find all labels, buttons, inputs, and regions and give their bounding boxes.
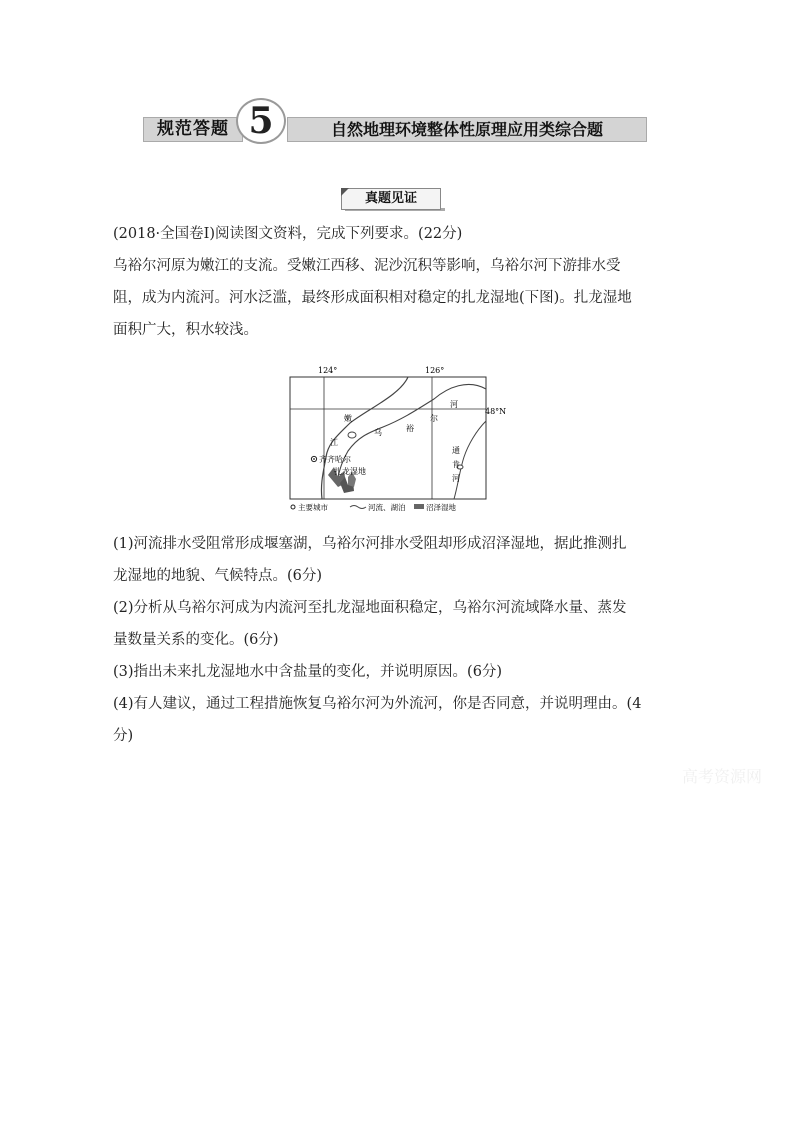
river-label: 裕 [406, 424, 414, 433]
wetland-label: 扎龙湿地 [334, 467, 366, 476]
question-1-line: (1)河流排水受阻常形成堰塞湖，乌裕尔河排水受阻却形成沼泽湿地，据此推测扎 [113, 536, 627, 552]
question-source: (2018·全国卷Ⅰ)阅读图文资料，完成下列要求。(22分) [113, 226, 463, 242]
river-label: 乌 [374, 428, 382, 437]
river-label: 嫩 [344, 414, 352, 423]
city-label: 齐齐哈尔 [319, 455, 351, 464]
banner-number-badge [236, 98, 286, 144]
question-2-line: (2)分析从乌裕尔河成为内流河至扎龙湿地面积稳定，乌裕尔河流域降水量、蒸发 [113, 600, 627, 616]
banner-number: 5 [248, 100, 274, 142]
section-tag [341, 188, 447, 212]
section-tag-label: 真题见证 [341, 188, 441, 210]
question-4-line: (4)有人建议，通过工程措施恢复乌裕尔河为外流河，你是否同意，并说明理由。(4 [113, 696, 642, 712]
zhalong-wetland-map [288, 365, 507, 515]
banner-topic-title: 自然地理环境整体性原理应用类综合题 [287, 117, 647, 142]
question-2-line: 量数量关系的变化。(6分) [113, 632, 279, 648]
lon-label-124: 124° [318, 366, 338, 375]
legend-wetland-icon [414, 504, 424, 509]
legend-city: 主要城市 [298, 503, 328, 512]
lat-label: 48°N [485, 407, 507, 416]
lon-label-126: 126° [425, 366, 445, 375]
legend-river-icon [350, 506, 366, 509]
watermark: 高考资源网 [682, 767, 763, 786]
river-label: 江 [330, 438, 338, 447]
intro-line: 阻，成为内流河。河水泛滥，最终形成面积相对稳定的扎龙湿地(下图)。扎龙湿地 [113, 290, 632, 306]
river-label: 肯 [452, 460, 460, 469]
river-label: 河 [450, 400, 458, 409]
question-4-line: 分) [113, 728, 134, 744]
legend-city-icon [291, 505, 295, 509]
intro-line: 乌裕尔河原为嫩江的支流。受嫩江西移、泥沙沉积等影响，乌裕尔河下游排水受 [113, 258, 621, 274]
question-intro [113, 218, 685, 346]
legend-river: 河流、湖泊 [368, 503, 406, 512]
tag-corner-icon [341, 188, 349, 196]
banner-category-label: 规范答题 [143, 117, 243, 142]
chapter-banner [143, 97, 647, 147]
lake [348, 432, 356, 438]
intro-line: 面积广大，积水较浅。 [113, 322, 258, 338]
river-label: 河 [452, 474, 460, 483]
legend-wetland: 沼泽湿地 [426, 503, 456, 512]
river-label: 通 [452, 446, 460, 455]
river-label: 尔 [430, 414, 438, 423]
question-3-line: (3)指出未来扎龙湿地水中含盐量的变化，并说明原因。(6分) [113, 664, 503, 680]
question-1-line: 龙湿地的地貌、气候特点。(6分) [113, 568, 323, 584]
question-list [113, 528, 685, 752]
